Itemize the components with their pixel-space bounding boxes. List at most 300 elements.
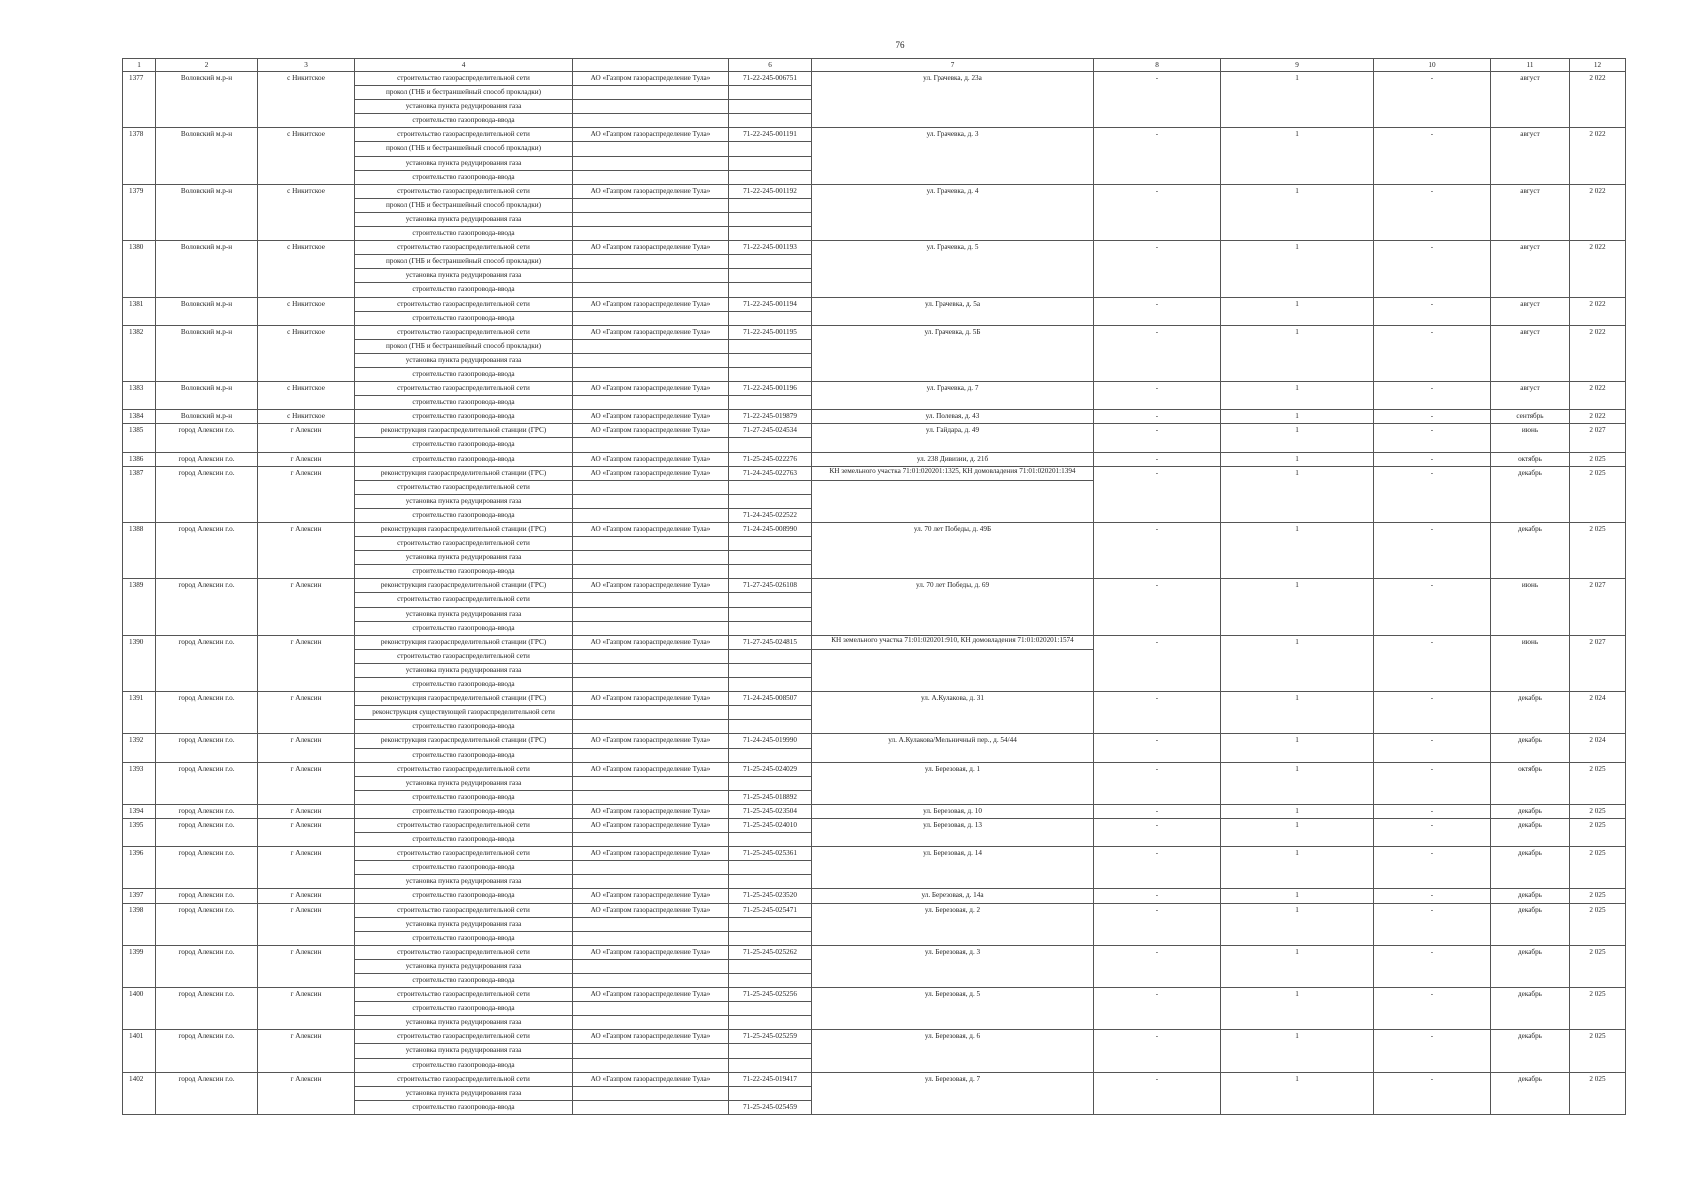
column-9-cell: 1 xyxy=(1221,579,1374,635)
organization-cell xyxy=(573,508,729,522)
table-row xyxy=(123,466,1626,480)
year-cell: 2 022 xyxy=(1570,297,1626,325)
work-type-cell: строительство газораспределительной сети xyxy=(355,480,573,494)
year-cell: 2 025 xyxy=(1570,847,1626,889)
year-cell: 2 025 xyxy=(1570,988,1626,1030)
column-9-cell: 1 xyxy=(1221,72,1374,128)
organization-cell: АО «Газпром газораспределение Тула» xyxy=(573,184,729,198)
column-9-cell: 1 xyxy=(1221,466,1374,522)
application-code-cell xyxy=(729,551,812,565)
table-row xyxy=(123,72,1626,86)
organization-cell xyxy=(573,861,729,875)
month-cell: июнь xyxy=(1491,424,1570,452)
work-type-cell: строительство газопровода-ввода xyxy=(355,227,573,241)
column-8-cell: - xyxy=(1094,128,1221,184)
locality-cell: г Алексин xyxy=(258,818,355,846)
month-cell: декабрь xyxy=(1491,692,1570,734)
organization-cell xyxy=(573,480,729,494)
year-cell: 2 024 xyxy=(1570,734,1626,762)
table-row xyxy=(123,184,1626,198)
year-cell: 2 025 xyxy=(1570,945,1626,987)
work-type-cell: строительство газопровода-ввода xyxy=(355,114,573,128)
district-cell: Воловский м.р-н xyxy=(156,325,258,381)
column-10-cell: - xyxy=(1374,72,1491,128)
locality-cell: г Алексин xyxy=(258,903,355,945)
column-9-cell: 1 xyxy=(1221,297,1374,325)
work-type-cell: установка пункта редуцирования газа xyxy=(355,353,573,367)
month-cell: декабрь xyxy=(1491,818,1570,846)
organization-cell xyxy=(573,720,729,734)
district-cell: Воловский м.р-н xyxy=(156,72,258,128)
application-code-cell xyxy=(729,974,812,988)
application-code-cell: 71-22-245-001191 xyxy=(729,128,812,142)
work-type-cell: строительство газораспределительной сети xyxy=(355,1072,573,1086)
district-cell: город Алексин г.о. xyxy=(156,466,258,522)
organization-cell xyxy=(573,1016,729,1030)
month-cell: декабрь xyxy=(1491,847,1570,889)
column-9-cell: 1 xyxy=(1221,424,1374,452)
row-number-cell: 1382 xyxy=(123,325,156,381)
work-type-cell: реконструкция газораспределительной станции (ГРС) xyxy=(355,635,573,649)
work-type-cell: строительство газораспределительной сети xyxy=(355,762,573,776)
organization-cell: АО «Газпром газораспределение Тула» xyxy=(573,410,729,424)
application-code-cell xyxy=(729,1044,812,1058)
row-number-cell: 1380 xyxy=(123,241,156,297)
address-cell: ул. Березовая, д. 13 xyxy=(812,818,1094,846)
column-8-cell: - xyxy=(1094,579,1221,635)
work-type-cell: установка пункта редуцирования газа xyxy=(355,1016,573,1030)
column-header: 6 xyxy=(729,59,812,72)
locality-cell: с Никитское xyxy=(258,72,355,128)
address-cell: ул. А.Кулакова, д. 31 xyxy=(812,692,1094,734)
work-type-cell: строительство газораспределительной сети xyxy=(355,945,573,959)
table-row xyxy=(123,635,1626,649)
organization-cell: АО «Газпром газораспределение Тула» xyxy=(573,452,729,466)
organization-cell xyxy=(573,833,729,847)
column-8-cell: - xyxy=(1094,466,1221,522)
address-cell: ул. Грачевка, д. 5а xyxy=(812,297,1094,325)
application-code-cell xyxy=(729,663,812,677)
district-cell: Воловский м.р-н xyxy=(156,241,258,297)
table-body xyxy=(123,72,1626,1115)
work-type-cell: установка пункта редуцирования газа xyxy=(355,663,573,677)
organization-cell: АО «Газпром газораспределение Тула» xyxy=(573,988,729,1002)
column-10-cell: - xyxy=(1374,325,1491,381)
application-code-cell: 71-25-245-023504 xyxy=(729,804,812,818)
application-code-cell xyxy=(729,212,812,226)
organization-cell xyxy=(573,1086,729,1100)
table-row xyxy=(123,903,1626,917)
district-cell: Воловский м.р-н xyxy=(156,128,258,184)
year-cell: 2 025 xyxy=(1570,1072,1626,1114)
organization-cell xyxy=(573,494,729,508)
column-header: 12 xyxy=(1570,59,1626,72)
year-cell: 2 027 xyxy=(1570,579,1626,635)
application-code-cell xyxy=(729,720,812,734)
locality-cell: с Никитское xyxy=(258,297,355,325)
table-row xyxy=(123,128,1626,142)
year-cell: 2 025 xyxy=(1570,818,1626,846)
organization-cell xyxy=(573,142,729,156)
work-type-cell: строительство газораспределительной сети xyxy=(355,325,573,339)
column-10-cell: - xyxy=(1374,184,1491,240)
address-cell: ул. Березовая, д. 10 xyxy=(812,804,1094,818)
month-cell: август xyxy=(1491,325,1570,381)
column-header: 1 xyxy=(123,59,156,72)
organization-cell xyxy=(573,621,729,635)
column-8-cell: - xyxy=(1094,523,1221,579)
application-code-cell xyxy=(729,1058,812,1072)
table-row xyxy=(123,818,1626,832)
row-number-cell: 1393 xyxy=(123,762,156,804)
organization-cell: АО «Газпром газораспределение Тула» xyxy=(573,818,729,832)
row-number-cell: 1398 xyxy=(123,903,156,945)
district-cell: Воловский м.р-н xyxy=(156,410,258,424)
address-cell: ул. Березовая, д. 7 xyxy=(812,1072,1094,1114)
application-code-cell: 71-25-245-025259 xyxy=(729,1030,812,1044)
year-cell: 2 022 xyxy=(1570,184,1626,240)
column-10-cell: - xyxy=(1374,424,1491,452)
organization-cell xyxy=(573,537,729,551)
column-9-cell: 1 xyxy=(1221,1030,1374,1072)
organization-cell: АО «Газпром газораспределение Тула» xyxy=(573,579,729,593)
column-9-cell: 1 xyxy=(1221,184,1374,240)
column-8-cell: - xyxy=(1094,1030,1221,1072)
organization-cell xyxy=(573,607,729,621)
column-8-cell: - xyxy=(1094,762,1221,804)
column-8-cell: - xyxy=(1094,325,1221,381)
application-code-cell xyxy=(729,917,812,931)
address-cell: ул. А.Кулакова/Мельничный пер., д. 54/44 xyxy=(812,734,1094,762)
work-type-cell: установка пункта редуцирования газа xyxy=(355,551,573,565)
month-cell: декабрь xyxy=(1491,804,1570,818)
column-10-cell: - xyxy=(1374,466,1491,522)
year-cell: 2 025 xyxy=(1570,762,1626,804)
work-type-cell: строительство газопровода-ввода xyxy=(355,1100,573,1114)
work-type-cell: строительство газопровода-ввода xyxy=(355,804,573,818)
organization-cell xyxy=(573,748,729,762)
work-type-cell: установка пункта редуцирования газа xyxy=(355,1044,573,1058)
row-number-cell: 1395 xyxy=(123,818,156,846)
organization-cell xyxy=(573,875,729,889)
row-number-cell: 1402 xyxy=(123,1072,156,1114)
column-header: 10 xyxy=(1374,59,1491,72)
organization-cell xyxy=(573,86,729,100)
organization-cell: АО «Газпром газораспределение Тула» xyxy=(573,734,729,748)
year-cell: 2 022 xyxy=(1570,410,1626,424)
year-cell: 2 022 xyxy=(1570,72,1626,128)
organization-cell xyxy=(573,931,729,945)
application-code-cell xyxy=(729,875,812,889)
application-code-cell xyxy=(729,621,812,635)
year-cell: 2 025 xyxy=(1570,523,1626,579)
row-number-cell: 1399 xyxy=(123,945,156,987)
column-10-cell: - xyxy=(1374,635,1491,691)
month-cell: декабрь xyxy=(1491,988,1570,1030)
column-header: 4 xyxy=(355,59,573,72)
organization-cell xyxy=(573,100,729,114)
year-cell: 2 025 xyxy=(1570,903,1626,945)
row-number-cell: 1390 xyxy=(123,635,156,691)
row-number-cell: 1389 xyxy=(123,579,156,635)
work-type-cell: реконструкция газораспределительной станции (ГРС) xyxy=(355,734,573,748)
application-code-cell xyxy=(729,283,812,297)
row-number-cell: 1383 xyxy=(123,382,156,410)
organization-cell xyxy=(573,565,729,579)
column-header: 7 xyxy=(812,59,1094,72)
application-code-cell: 71-24-245-008507 xyxy=(729,692,812,706)
column-10-cell: - xyxy=(1374,945,1491,987)
row-number-cell: 1400 xyxy=(123,988,156,1030)
application-code-cell: 71-25-245-024010 xyxy=(729,818,812,832)
application-code-cell: 71-22-245-001195 xyxy=(729,325,812,339)
locality-cell: г Алексин xyxy=(258,523,355,579)
table-row xyxy=(123,762,1626,776)
organization-cell xyxy=(573,212,729,226)
work-type-cell: установка пункта редуцирования газа xyxy=(355,1086,573,1100)
district-cell: город Алексин г.о. xyxy=(156,804,258,818)
work-type-cell: строительство газопровода-ввода xyxy=(355,170,573,184)
year-cell: 2 025 xyxy=(1570,452,1626,466)
month-cell: декабрь xyxy=(1491,523,1570,579)
application-code-cell xyxy=(729,1002,812,1016)
work-type-cell: строительство газораспределительной сети xyxy=(355,72,573,86)
application-code-cell xyxy=(729,255,812,269)
address-cell-continuation xyxy=(812,480,1094,522)
row-number-cell: 1378 xyxy=(123,128,156,184)
column-header: 9 xyxy=(1221,59,1374,72)
locality-cell: с Никитское xyxy=(258,325,355,381)
address-cell: ул. Грачевка, д. 7 xyxy=(812,382,1094,410)
year-cell: 2 025 xyxy=(1570,804,1626,818)
table-row xyxy=(123,804,1626,818)
organization-cell: АО «Газпром газораспределение Тула» xyxy=(573,847,729,861)
row-number-cell: 1385 xyxy=(123,424,156,452)
table-row xyxy=(123,579,1626,593)
locality-cell: г Алексин xyxy=(258,847,355,889)
address-cell: ул. Грачевка, д. 23а xyxy=(812,72,1094,128)
row-number-cell: 1377 xyxy=(123,72,156,128)
work-type-cell: прокол (ГНБ и бестраншейный способ прокладки) xyxy=(355,142,573,156)
month-cell: декабрь xyxy=(1491,1030,1570,1072)
column-9-cell: 1 xyxy=(1221,818,1374,846)
organization-cell xyxy=(573,198,729,212)
address-cell: ул. Березовая, д. 6 xyxy=(812,1030,1094,1072)
gasification-table xyxy=(122,58,1626,1115)
year-cell: 2 025 xyxy=(1570,1030,1626,1072)
organization-cell xyxy=(573,255,729,269)
work-type-cell: реконструкция газораспределительной станции (ГРС) xyxy=(355,523,573,537)
address-cell: ул. Березовая, д. 14а xyxy=(812,889,1094,903)
column-8-cell: - xyxy=(1094,72,1221,128)
district-cell: Воловский м.р-н xyxy=(156,184,258,240)
address-cell: ул. Березовая, д. 5 xyxy=(812,988,1094,1030)
organization-cell xyxy=(573,353,729,367)
organization-cell xyxy=(573,311,729,325)
table-row xyxy=(123,325,1626,339)
column-10-cell: - xyxy=(1374,297,1491,325)
application-code-cell: 71-24-245-019990 xyxy=(729,734,812,748)
application-code-cell xyxy=(729,311,812,325)
work-type-cell: строительство газопровода-ввода xyxy=(355,1002,573,1016)
work-type-cell: строительство газораспределительной сети xyxy=(355,241,573,255)
year-cell: 2 024 xyxy=(1570,692,1626,734)
organization-cell xyxy=(573,790,729,804)
organization-cell xyxy=(573,1058,729,1072)
table-row xyxy=(123,945,1626,959)
application-code-cell xyxy=(729,367,812,381)
address-cell: ул. Березовая, д. 2 xyxy=(812,903,1094,945)
application-code-cell xyxy=(729,170,812,184)
table-row xyxy=(123,734,1626,748)
work-type-cell: реконструкция газораспределительной станции (ГРС) xyxy=(355,579,573,593)
application-code-cell xyxy=(729,396,812,410)
application-code-cell: 71-27-245-024534 xyxy=(729,424,812,438)
application-code-cell xyxy=(729,494,812,508)
column-9-cell: 1 xyxy=(1221,903,1374,945)
column-8-cell: - xyxy=(1094,410,1221,424)
column-10-cell: - xyxy=(1374,692,1491,734)
address-cell: ул. Березовая, д. 3 xyxy=(812,945,1094,987)
address-cell: ул. Березовая, д. 14 xyxy=(812,847,1094,889)
district-cell: город Алексин г.о. xyxy=(156,579,258,635)
month-cell: октябрь xyxy=(1491,452,1570,466)
organization-cell: АО «Газпром газораспределение Тула» xyxy=(573,241,729,255)
year-cell: 2 027 xyxy=(1570,635,1626,691)
column-8-cell: - xyxy=(1094,988,1221,1030)
work-type-cell: прокол (ГНБ и бестраншейный способ прокладки) xyxy=(355,255,573,269)
locality-cell: г Алексин xyxy=(258,424,355,452)
locality-cell: г Алексин xyxy=(258,988,355,1030)
month-cell: август xyxy=(1491,241,1570,297)
application-code-cell: 71-24-245-008990 xyxy=(729,523,812,537)
work-type-cell: установка пункта редуцирования газа xyxy=(355,100,573,114)
application-code-cell: 71-22-245-006751 xyxy=(729,72,812,86)
column-9-cell: 1 xyxy=(1221,241,1374,297)
address-cell: ул. Гайдара, д. 49 xyxy=(812,424,1094,452)
application-code-cell xyxy=(729,114,812,128)
column-8-cell: - xyxy=(1094,945,1221,987)
work-type-cell: установка пункта редуцирования газа xyxy=(355,269,573,283)
district-cell: Воловский м.р-н xyxy=(156,382,258,410)
column-8-cell: - xyxy=(1094,452,1221,466)
district-cell: город Алексин г.о. xyxy=(156,818,258,846)
application-code-cell: 71-25-245-022276 xyxy=(729,452,812,466)
work-type-cell: строительство газопровода-ввода xyxy=(355,621,573,635)
column-8-cell: - xyxy=(1094,889,1221,903)
application-code-cell: 71-25-245-018892 xyxy=(729,790,812,804)
organization-cell xyxy=(573,339,729,353)
table-row xyxy=(123,988,1626,1002)
column-8-cell: - xyxy=(1094,184,1221,240)
locality-cell: г Алексин xyxy=(258,1072,355,1114)
column-8-cell: - xyxy=(1094,297,1221,325)
organization-cell xyxy=(573,283,729,297)
organization-cell xyxy=(573,776,729,790)
column-9-cell: 1 xyxy=(1221,988,1374,1030)
column-8-cell: - xyxy=(1094,635,1221,691)
locality-cell: г Алексин xyxy=(258,466,355,522)
application-code-cell xyxy=(729,227,812,241)
application-code-cell xyxy=(729,537,812,551)
work-type-cell: строительство газопровода-ввода xyxy=(355,790,573,804)
year-cell: 2 022 xyxy=(1570,128,1626,184)
organization-cell: АО «Газпром газораспределение Тула» xyxy=(573,903,729,917)
column-8-cell: - xyxy=(1094,424,1221,452)
organization-cell xyxy=(573,551,729,565)
month-cell: август xyxy=(1491,128,1570,184)
work-type-cell: установка пункта редуцирования газа xyxy=(355,776,573,790)
work-type-cell: реконструкция газораспределительной станции (ГРС) xyxy=(355,466,573,480)
table-row xyxy=(123,424,1626,438)
organization-cell: АО «Газпром газораспределение Тула» xyxy=(573,692,729,706)
locality-cell: с Никитское xyxy=(258,382,355,410)
column-9-cell: 1 xyxy=(1221,889,1374,903)
row-number-cell: 1387 xyxy=(123,466,156,522)
application-code-cell xyxy=(729,339,812,353)
column-8-cell: - xyxy=(1094,847,1221,889)
organization-cell xyxy=(573,663,729,677)
application-code-cell xyxy=(729,706,812,720)
locality-cell: г Алексин xyxy=(258,889,355,903)
column-8-cell: - xyxy=(1094,241,1221,297)
work-type-cell: строительство газопровода-ввода xyxy=(355,678,573,692)
work-type-cell: строительство газопровода-ввода xyxy=(355,565,573,579)
work-type-cell: строительство газопровода-ввода xyxy=(355,438,573,452)
row-number-cell: 1396 xyxy=(123,847,156,889)
column-10-cell: - xyxy=(1374,452,1491,466)
application-code-cell xyxy=(729,156,812,170)
address-cell: ул. Грачевка, д. 3 xyxy=(812,128,1094,184)
application-code-cell xyxy=(729,833,812,847)
district-cell: город Алексин г.о. xyxy=(156,452,258,466)
organization-cell xyxy=(573,974,729,988)
organization-cell: АО «Газпром газораспределение Тула» xyxy=(573,128,729,142)
column-header: 11 xyxy=(1491,59,1570,72)
column-10-cell: - xyxy=(1374,128,1491,184)
work-type-cell: установка пункта редуцирования газа xyxy=(355,959,573,973)
application-code-cell: 71-22-245-019879 xyxy=(729,410,812,424)
application-code-cell: 71-25-245-025262 xyxy=(729,945,812,959)
organization-cell xyxy=(573,1002,729,1016)
organization-cell: АО «Газпром газораспределение Тула» xyxy=(573,1030,729,1044)
work-type-cell: строительство газопровода-ввода xyxy=(355,311,573,325)
application-code-cell: 71-27-245-024815 xyxy=(729,635,812,649)
organization-cell: АО «Газпром газораспределение Тула» xyxy=(573,945,729,959)
work-type-cell: установка пункта редуцирования газа xyxy=(355,917,573,931)
organization-cell xyxy=(573,438,729,452)
work-type-cell: строительство газопровода-ввода xyxy=(355,974,573,988)
work-type-cell: строительство газораспределительной сети xyxy=(355,847,573,861)
column-9-cell: 1 xyxy=(1221,635,1374,691)
locality-cell: г Алексин xyxy=(258,762,355,804)
organization-cell: АО «Газпром газораспределение Тула» xyxy=(573,424,729,438)
organization-cell xyxy=(573,227,729,241)
application-code-cell: 71-24-245-022522 xyxy=(729,508,812,522)
column-8-cell: - xyxy=(1094,903,1221,945)
column-9-cell: 1 xyxy=(1221,804,1374,818)
district-cell: город Алексин г.о. xyxy=(156,523,258,579)
column-9-cell: 1 xyxy=(1221,762,1374,804)
address-cell: КН земельного участка 71:01:020201:1325, КН домовладения 71:01:020201:1394 xyxy=(812,466,1094,480)
application-code-cell xyxy=(729,861,812,875)
column-header: 3 xyxy=(258,59,355,72)
work-type-cell: прокол (ГНБ и бестраншейный способ прокладки) xyxy=(355,339,573,353)
month-cell: декабрь xyxy=(1491,903,1570,945)
application-code-cell: 71-22-245-019417 xyxy=(729,1072,812,1086)
organization-cell xyxy=(573,649,729,663)
organization-cell: АО «Газпром газораспределение Тула» xyxy=(573,72,729,86)
